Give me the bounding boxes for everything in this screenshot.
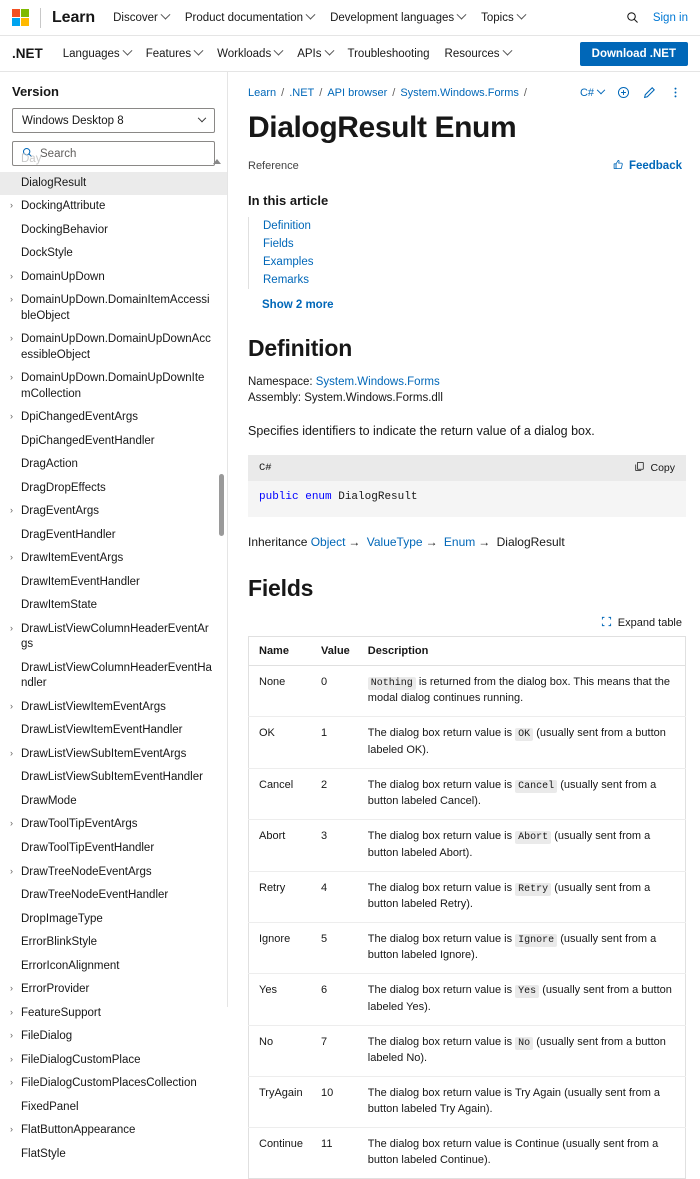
- description-text: The dialog box return value is Try Again (usually sent from a button labeled Try Again).: [367, 1087, 661, 1116]
- toc-item-label: DragDropEffects: [21, 481, 106, 494]
- toc-item-label: DockingBehavior: [21, 223, 108, 236]
- inheritance-arrow: →: [478, 534, 491, 549]
- field-value-cell: 5: [311, 922, 358, 973]
- chevron-right-icon[interactable]: ›: [10, 411, 13, 422]
- toc-item-label: DrawListViewSubItemEventArgs: [21, 747, 187, 760]
- toc-item-label: ErrorProvider: [21, 983, 90, 996]
- toc-item-flatstyle[interactable]: [0, 1143, 227, 1167]
- code-keyword-enum: enum: [305, 490, 332, 503]
- breadcrumb-row: [248, 86, 686, 99]
- fields-table: [248, 636, 686, 1179]
- page-layout: [0, 72, 700, 1167]
- product-nav-label: Languages: [62, 47, 120, 60]
- field-description-cell: [358, 1025, 686, 1076]
- namespace-label: Namespace:: [248, 376, 313, 388]
- field-name-cell: OK: [249, 717, 312, 768]
- copy-code-button[interactable]: [634, 461, 675, 475]
- toc-item-drawitemstate[interactable]: [0, 594, 227, 618]
- toc-item-label: DpiChangedEventArgs: [21, 411, 138, 424]
- toc-item-dragaction[interactable]: [0, 453, 227, 477]
- breadcrumb-item--net[interactable]: .NET: [289, 86, 315, 99]
- assembly-value: System.Windows.Forms.dll: [304, 392, 443, 404]
- toc-item-drawmode[interactable]: [0, 790, 227, 814]
- product-nav: [63, 48, 511, 60]
- toc-item-label: Day: [21, 153, 42, 165]
- in-this-article-link-remarks[interactable]: Remarks: [263, 274, 310, 286]
- in-this-article-link-definition[interactable]: Definition: [263, 220, 311, 232]
- chevron-right-icon[interactable]: ›: [10, 1124, 13, 1135]
- search-icon[interactable]: [626, 11, 639, 24]
- description-inline-code: Ignore: [515, 934, 557, 947]
- fields-table-head: [249, 636, 686, 665]
- language-selector-value: C#: [579, 86, 594, 99]
- reference-row: [248, 159, 686, 173]
- chevron-down-icon: [502, 46, 512, 56]
- field-description-cell: [358, 820, 686, 871]
- toc-item-label: DrawListViewItemEventArgs: [21, 700, 166, 713]
- chevron-down-icon: [198, 113, 206, 121]
- chevron-right-icon[interactable]: ›: [10, 294, 13, 305]
- header-right-group: [626, 11, 688, 24]
- chevron-right-icon[interactable]: ›: [10, 818, 13, 829]
- description-text-after: is returned from the dialog box. This means that the modal dialog continues running.: [367, 675, 670, 705]
- product-nav-item-troubleshooting[interactable]: [348, 48, 430, 60]
- toc-item-label: ErrorIconAlignment: [21, 959, 120, 972]
- breadcrumb-item-system-windows-forms[interactable]: System.Windows.Forms: [400, 86, 519, 99]
- sidebar-toc: [0, 153, 227, 1160]
- table-row: [249, 768, 686, 819]
- copy-icon: [634, 461, 645, 475]
- edit-icon[interactable]: [643, 86, 656, 99]
- expand-table-icon: [601, 616, 612, 630]
- description-inline-code: Nothing: [368, 677, 416, 690]
- version-select[interactable]: [12, 108, 215, 133]
- table-row: [249, 1128, 686, 1179]
- breadcrumb-separator: /: [392, 86, 396, 99]
- product-nav-label: Resources: [444, 47, 500, 60]
- toc-item-drawtooltipeventargs[interactable]: [0, 813, 227, 837]
- inheritance-arrow: →: [425, 534, 438, 549]
- description-text-after: (usually sent from a button labeled Cancel).: [367, 778, 657, 808]
- chevron-down-icon: [274, 46, 284, 56]
- toc-item-dpichangedeventargs[interactable]: [0, 406, 227, 430]
- global-nav-label: Discover: [113, 11, 158, 24]
- chevron-right-icon[interactable]: ›: [10, 333, 13, 344]
- toc-item-drawlistviewcolumnheadereventhandler[interactable]: [0, 657, 227, 696]
- chevron-right-icon[interactable]: ›: [10, 270, 13, 281]
- product-nav-item-resources[interactable]: [445, 48, 511, 60]
- toc-item-label: DrawItemEventHandler: [21, 575, 140, 588]
- toc-item-drawlistviewitemeventhandler[interactable]: [0, 719, 227, 743]
- toc-item-filedialogcustomplace[interactable]: [0, 1049, 227, 1073]
- breadcrumb-item-learn[interactable]: Learn: [248, 86, 277, 99]
- toc-item-dropimagetype[interactable]: [0, 908, 227, 932]
- toc-item-domainupdown-domainitemaccessibleobject[interactable]: [0, 289, 227, 328]
- code-block-header: [248, 455, 686, 481]
- feedback-button[interactable]: [613, 159, 686, 173]
- description-inline-code: Abort: [515, 831, 551, 844]
- global-nav-label: Topics: [481, 11, 514, 24]
- toc-item-filedialogcustomplacescollection[interactable]: [0, 1072, 227, 1096]
- assembly-row: [248, 392, 686, 404]
- field-value-cell: 1: [311, 717, 358, 768]
- description-text-before: The dialog box return value is: [367, 984, 516, 997]
- chevron-right-icon[interactable]: ›: [10, 1077, 13, 1088]
- code-language-label: C#: [259, 461, 272, 474]
- toc-item-domainupdown-domainupdownitemcollection[interactable]: [0, 367, 227, 406]
- global-nav-item-development-languages[interactable]: [330, 12, 465, 24]
- product-nav-label: Features: [145, 47, 192, 60]
- chevron-down-icon: [194, 46, 204, 56]
- toc-item-label: DomainUpDown.DomainUpDownAccessibleObject: [21, 333, 211, 361]
- toc-item-drawlistviewitemeventargs[interactable]: [0, 696, 227, 720]
- toc-item-errorblinkstyle[interactable]: [0, 931, 227, 955]
- expand-table-row: [248, 616, 686, 630]
- table-row: [249, 665, 686, 716]
- toc-item-label: ErrorBlinkStyle: [21, 936, 98, 949]
- global-nav-label: Product documentation: [184, 11, 304, 24]
- global-nav: [113, 12, 525, 24]
- chevron-right-icon[interactable]: ›: [10, 372, 13, 383]
- global-nav-item-product-documentation[interactable]: [185, 12, 314, 24]
- toc-item-label: DockStyle: [21, 247, 73, 260]
- chevron-down-icon: [122, 46, 132, 56]
- code-keyword-public: public: [259, 490, 299, 503]
- toc-item-drawlistviewsubitemeventhandler[interactable]: [0, 766, 227, 790]
- toc-item-label: DomainUpDown.DomainItemAccessibleObject: [21, 294, 210, 322]
- global-nav-label: Development languages: [330, 11, 455, 24]
- chevron-right-icon[interactable]: ›: [10, 747, 13, 758]
- add-to-collection-icon[interactable]: [617, 86, 630, 99]
- toc-item-domainupdown-domainupdownaccessibleobject[interactable]: [0, 328, 227, 367]
- product-nav-bar: [0, 36, 700, 72]
- toc-item-label: DialogResult: [21, 176, 87, 189]
- chevron-right-icon[interactable]: ›: [10, 865, 13, 876]
- inheritance-item-dialogresult: DialogResult: [496, 534, 565, 549]
- feedback-label: Feedback: [628, 160, 682, 172]
- description-text-after: (usually sent from a button labeled Retry).: [367, 881, 651, 910]
- toc-item-domainupdown[interactable]: [0, 266, 227, 290]
- field-description-cell: [358, 871, 686, 922]
- table-row: [249, 1025, 686, 1076]
- chevron-right-icon[interactable]: ›: [10, 1053, 13, 1064]
- brand-learn[interactable]: Learn: [52, 8, 96, 26]
- product-name-dotnet[interactable]: .NET: [12, 46, 43, 61]
- toc-item-drawtreenodeeventhandler[interactable]: [0, 884, 227, 908]
- microsoft-logo[interactable]: [12, 9, 29, 26]
- chevron-right-icon[interactable]: ›: [10, 505, 13, 516]
- inheritance-arrow: →: [348, 534, 361, 549]
- toc-item-day[interactable]: [0, 148, 227, 172]
- chevron-down-icon: [324, 46, 334, 56]
- description-text-before: The dialog box return value is: [367, 1035, 516, 1048]
- logo-square-green: [21, 9, 29, 17]
- chevron-right-icon[interactable]: ›: [10, 983, 13, 994]
- toc-item-label: DropImageType: [21, 912, 103, 925]
- global-header: [0, 0, 700, 36]
- chevron-down-icon: [160, 10, 170, 20]
- toc-item-label: FileDialog: [21, 1030, 73, 1043]
- language-selector[interactable]: [580, 87, 604, 99]
- toc-item-flatbuttonappearance[interactable]: [0, 1119, 227, 1143]
- field-description-cell: [358, 768, 686, 819]
- field-name-cell: Continue: [259, 1138, 304, 1151]
- sign-in-link[interactable]: Sign in: [652, 11, 688, 24]
- description-inline-code: No: [515, 1037, 533, 1050]
- field-value-cell: 4: [311, 871, 358, 922]
- fields-heading: Fields: [248, 574, 314, 601]
- code-type-name: DialogResult: [338, 490, 418, 503]
- toc-item-label: DrawTreeNodeEventHandler: [21, 889, 169, 902]
- description-text-before: The dialog box return value is: [367, 932, 516, 945]
- inheritance-row: [248, 535, 686, 549]
- toc-item-label: DragAction: [21, 458, 78, 471]
- table-row: [249, 974, 686, 1025]
- toc-item-drageventargs[interactable]: [0, 500, 227, 524]
- chevron-right-icon[interactable]: ›: [10, 622, 13, 633]
- table-row: [249, 922, 686, 973]
- copy-label: Copy: [650, 461, 675, 474]
- global-nav-item-topics[interactable]: [481, 12, 525, 24]
- field-name-cell: Retry: [249, 871, 312, 922]
- toc-item-dragdropeffects[interactable]: [0, 477, 227, 501]
- field-value-cell: 11: [321, 1138, 333, 1151]
- field-value-cell: 10: [311, 1077, 358, 1128]
- toc-item-fixedpanel[interactable]: [0, 1096, 227, 1120]
- field-value-cell: 3: [311, 820, 358, 871]
- download-dotnet-button[interactable]: Download .NET: [580, 42, 688, 66]
- namespace-row: [248, 376, 686, 388]
- field-name-cell: Abort: [249, 820, 312, 871]
- chevron-right-icon[interactable]: ›: [10, 552, 13, 563]
- toc-scrollbar-track[interactable]: [219, 169, 224, 1007]
- version-select-value: Windows Desktop 8: [22, 114, 124, 127]
- code-block: [248, 455, 686, 517]
- breadcrumb: [248, 87, 527, 99]
- description-text-after: (usually sent from a button labeled No).: [367, 1035, 666, 1065]
- toc-item-label: FileDialogCustomPlacesCollection: [21, 1077, 197, 1090]
- in-this-article-link-examples[interactable]: Examples: [263, 256, 314, 268]
- page-title: DialogResult Enum: [248, 111, 517, 144]
- logo-square-blue: [12, 18, 20, 26]
- code-block-body[interactable]: [248, 481, 686, 517]
- field-description-cell: [358, 974, 686, 1025]
- field-name-cell: Cancel: [249, 768, 312, 819]
- toc-item-label: DrawListViewColumnHeaderEventArgs: [21, 622, 209, 651]
- field-name-cell: Yes: [249, 974, 312, 1025]
- toc-item-dockingbehavior[interactable]: [0, 219, 227, 243]
- toc-item-label: DrawListViewColumnHeaderEventHandler: [21, 661, 212, 690]
- toc-item-label: FlatStyle: [21, 1147, 66, 1160]
- breadcrumb-separator: /: [523, 86, 527, 99]
- field-description-cell: [358, 1128, 686, 1179]
- toc-item-label: FixedPanel: [21, 1100, 79, 1113]
- global-nav-item-discover[interactable]: [113, 12, 169, 24]
- chevron-right-icon[interactable]: ›: [10, 1006, 13, 1017]
- field-name-cell: TryAgain: [249, 1077, 312, 1128]
- field-name-cell: No: [249, 1025, 312, 1076]
- breadcrumb-separator: /: [281, 86, 285, 99]
- table-row: [249, 820, 686, 871]
- product-nav-label: APIs: [297, 47, 322, 60]
- in-this-article-link-fields[interactable]: Fields: [263, 238, 294, 250]
- toc-item-drawtreenodeeventargs[interactable]: [0, 861, 227, 885]
- field-description-cell: [358, 665, 686, 716]
- assembly-label: Assembly:: [248, 392, 302, 404]
- toc-item-label: DrawListViewSubItemEventHandler: [21, 771, 203, 784]
- toc-item-drawlistviewsubitemeventargs[interactable]: [0, 743, 227, 767]
- toc-item-drawitemeventargs[interactable]: [0, 547, 227, 571]
- field-description-cell: [358, 717, 686, 768]
- inheritance-item-object[interactable]: Object: [310, 534, 346, 549]
- table-row: [249, 1077, 686, 1128]
- chevron-right-icon[interactable]: ›: [10, 1030, 13, 1041]
- description-text-before: The dialog box return value is: [367, 830, 516, 843]
- toc-item-errorprovider[interactable]: [0, 978, 227, 1002]
- toc-item-label: DrawToolTipEventArgs: [21, 818, 138, 831]
- toc-item-label: FeatureSupport: [21, 1006, 101, 1019]
- header-divider: [40, 8, 41, 28]
- field-value-cell: 7: [311, 1025, 358, 1076]
- column-header-description: Description: [358, 636, 686, 665]
- show-more-link[interactable]: Show 2 more: [262, 299, 334, 311]
- table-row: [249, 871, 686, 922]
- toc-item-label: DrawMode: [21, 794, 77, 807]
- toc-item-label: DragEventHandler: [21, 528, 116, 541]
- toc-item-featuresupport[interactable]: [0, 1002, 227, 1026]
- logo-square-red: [12, 9, 20, 17]
- product-nav-item-workloads[interactable]: [217, 48, 282, 60]
- toc-item-dpichangedeventhandler[interactable]: [0, 430, 227, 454]
- chevron-down-icon: [597, 85, 605, 93]
- toc-item-label: DomainUpDown: [21, 270, 105, 283]
- product-nav-label: Troubleshooting: [347, 47, 430, 60]
- expand-table-label: Expand table: [617, 616, 682, 629]
- toc-item-drageventhandler[interactable]: [0, 524, 227, 548]
- definition-summary: Specifies identifiers to indicate the return value of a dialog box.: [248, 424, 595, 438]
- field-description-cell: [358, 922, 686, 973]
- namespace-value-link[interactable]: System.Windows.Forms: [315, 376, 440, 388]
- toc-item-label: DpiChangedEventHandler: [21, 434, 155, 447]
- description-text-after: (usually sent from a button labeled OK).: [367, 727, 666, 756]
- toc-item-erroriconalignment[interactable]: [0, 955, 227, 979]
- product-nav-item-features[interactable]: [146, 48, 202, 60]
- field-value-cell: 0: [311, 665, 358, 716]
- toc-item-dockingattribute[interactable]: [0, 195, 227, 219]
- toc-item-label: DockingAttribute: [21, 200, 106, 213]
- chevron-right-icon[interactable]: ›: [10, 200, 13, 211]
- chevron-right-icon[interactable]: ›: [10, 700, 13, 711]
- description-inline-code: Yes: [515, 985, 539, 998]
- toc-item-dockstyle[interactable]: [0, 242, 227, 266]
- field-value-cell: 2: [311, 768, 358, 819]
- description-inline-code: Cancel: [515, 780, 557, 793]
- chevron-down-icon: [516, 10, 526, 20]
- expand-table-button[interactable]: [601, 616, 682, 630]
- breadcrumb-item-api-browser[interactable]: API browser: [327, 86, 388, 99]
- toc-item-drawtooltipeventhandler[interactable]: [0, 837, 227, 861]
- inheritance-chain: [311, 535, 565, 549]
- inheritance-item-enum[interactable]: Enum: [443, 534, 476, 549]
- breadcrumb-separator: /: [319, 86, 323, 99]
- chevron-down-icon: [457, 10, 467, 20]
- table-row: [249, 717, 686, 768]
- toc-item-label: DrawItemState: [21, 599, 98, 612]
- description-text-after: (usually sent from a button labeled Yes).: [367, 984, 672, 1013]
- toc-item-label: DrawItemEventArgs: [21, 552, 124, 565]
- field-description-cell: [358, 1077, 686, 1128]
- toc-item-dialogresult[interactable]: [0, 172, 227, 196]
- column-header-name: Name: [249, 636, 312, 665]
- more-actions-icon[interactable]: [669, 86, 682, 99]
- inheritance-item-valuetype[interactable]: ValueType: [366, 534, 423, 549]
- description-text-before: The dialog box return value is: [367, 727, 516, 740]
- toc-list: [0, 148, 227, 1174]
- description-inline-code: OK: [515, 728, 533, 741]
- main-content: [228, 72, 700, 1167]
- field-value-cell: 6: [311, 974, 358, 1025]
- toc-item-label: DragEventArgs: [21, 505, 99, 518]
- description-text-before: The dialog box return value is: [367, 881, 516, 894]
- fields-header-row: [249, 636, 686, 665]
- description-text-after: (usually sent from a button labeled Abort).: [367, 830, 651, 859]
- toc-item-label: DrawToolTipEventHandler: [21, 841, 155, 854]
- in-this-article-list: [248, 217, 686, 289]
- chevron-down-icon: [306, 10, 316, 20]
- product-nav-item-languages[interactable]: [63, 48, 131, 60]
- description-inline-code: Retry: [515, 883, 551, 896]
- definition-heading: Definition: [248, 335, 353, 361]
- column-header-value: Value: [311, 636, 358, 665]
- version-label: Version: [12, 84, 59, 99]
- toc-item-label: FlatButtonAppearance: [21, 1124, 136, 1137]
- fields-table-body: [249, 665, 686, 1178]
- field-name-cell: Ignore: [249, 922, 312, 973]
- thumbs-up-icon: [613, 159, 624, 173]
- toc-scrollbar-thumb[interactable]: [219, 474, 224, 536]
- description-text: The dialog box return value is Continue (usually sent from a button labeled Continue).: [367, 1138, 659, 1167]
- field-name-cell: None: [249, 665, 312, 716]
- logo-square-yellow: [21, 18, 29, 26]
- description-text-after: (usually sent from a button labeled Ignore).: [367, 932, 657, 962]
- toc-item-label: DrawTreeNodeEventArgs: [21, 865, 152, 878]
- reference-label: Reference: [248, 160, 299, 172]
- sidebar: [0, 72, 228, 1160]
- inheritance-label: Inheritance: [248, 534, 308, 549]
- toc-item-label: DomainUpDown.DomainUpDownItemCollection: [21, 372, 205, 400]
- toc-item-label: FileDialogCustomPlace: [21, 1053, 141, 1066]
- document-actions: [580, 86, 686, 99]
- toc-item-drawlistviewcolumnheadereventargs[interactable]: [0, 618, 227, 657]
- in-this-article-heading: In this article: [248, 193, 329, 208]
- toc-item-filedialog[interactable]: [0, 1025, 227, 1049]
- product-nav-item-apis[interactable]: [297, 48, 332, 60]
- toc-item-label: DrawListViewItemEventHandler: [21, 724, 183, 737]
- description-text-before: The dialog box return value is: [367, 778, 516, 791]
- product-nav-label: Workloads: [217, 47, 272, 60]
- toc-item-drawitemeventhandler[interactable]: [0, 571, 227, 595]
